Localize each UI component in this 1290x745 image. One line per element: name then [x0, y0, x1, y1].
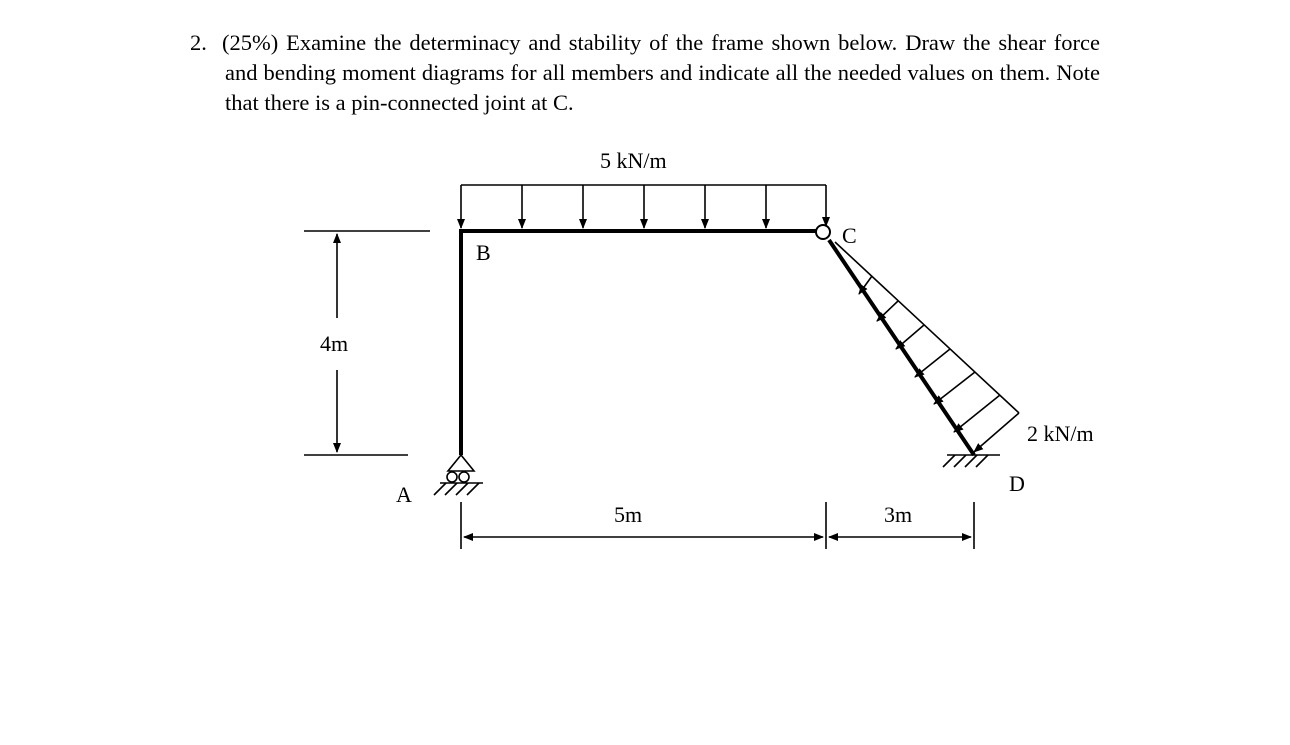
label-c: C	[842, 223, 857, 248]
span-right-label: 3m	[884, 502, 913, 527]
load-incline-label: 2 kN/m	[1027, 421, 1094, 446]
member-cd	[829, 240, 974, 455]
span-left-label: 5m	[614, 502, 643, 527]
label-d: D	[1009, 471, 1025, 496]
label-a: A	[396, 482, 412, 507]
roller-support-a	[434, 455, 483, 495]
triangular-load	[835, 242, 1019, 452]
problem-number: 2.	[190, 30, 207, 55]
height-dim-label: 4m	[320, 331, 349, 356]
uniform-load	[461, 185, 826, 228]
problem-text: (25%) Examine the determinacy and stability of the frame shown below. Draw the shear force and bending moment diagrams for all members and indicate all the needed values on them. Note that there is a pin-connected joint at C.	[222, 30, 1100, 115]
fixed-support-d	[943, 455, 1000, 467]
frame-members	[459, 231, 974, 455]
pin-joint-c	[816, 225, 830, 239]
label-b: B	[476, 240, 491, 265]
load-top-label: 5 kN/m	[600, 148, 667, 173]
